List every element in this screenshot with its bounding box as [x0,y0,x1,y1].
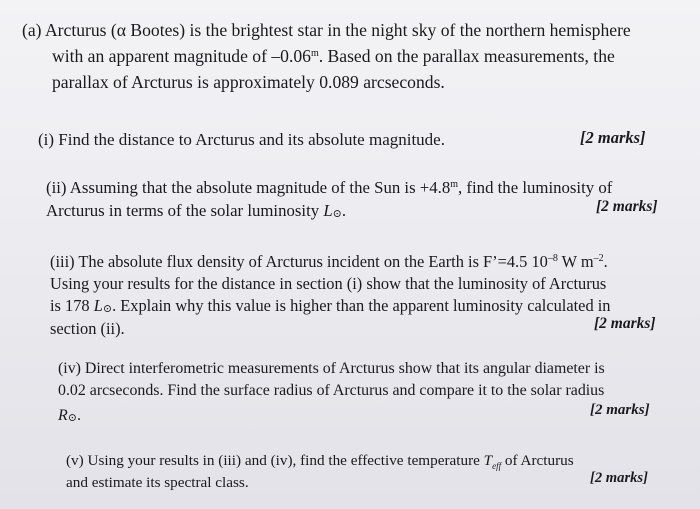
question-iii-line-1b: W m [557,252,594,271]
question-iii-marks: [2 marks] [594,315,656,332]
sun-symbol-icon-3: ⊙ [67,412,77,424]
sun-magnitude-superscript: m [450,179,459,190]
question-iii-line-3b: . Explain why this value is higher than the apparent luminosity calculated in [112,296,611,315]
intro-line-2 [52,46,615,66]
question-iii-line-4: section (ii). [50,319,125,338]
intro-line-3: parallax of Arcturus is approximately 0.089 arcseconds. [52,72,445,92]
question-ii-marks: [2 marks] [596,198,658,215]
question-ii-line-2b: . [341,201,347,220]
question-ii-line-1 [46,178,612,198]
intro-line-2a: with an apparent magnitude of –0.06 [52,46,311,66]
question-ii-line-1b: , find the luminosity of [458,178,613,197]
question-iii-line-2: Using your results for the distance in section (i) show that the luminosity of Arcturus [50,274,607,293]
flux-exponent-superscript: –8 [547,253,558,264]
question-iv-line-3b: . [76,407,81,424]
question-ii-line-1a: (ii) Assuming that the absolute magnitude of the Sun is +4.8 [46,178,451,197]
question-v-line-1a: (v) Using your results in (iii) and (iv), find the effective temperature [66,452,484,469]
magnitude-superscript: m [310,48,319,59]
question-i-text: (i) Find the distance to Arcturus and its absolute magnitude. [38,130,445,149]
question-iv-line-1: (iv) Direct interferometric measurements of Arcturus show that its angular diameter is [58,360,605,377]
question-iv-line-3 [58,406,81,428]
question-iii-line-1c: . [603,252,608,271]
question-iii-line-1 [50,252,608,272]
solar-radius-symbol: R [58,407,68,424]
question-v-line-2: and estimate its spectral class. [66,474,249,491]
question-ii-line-2a: Arcturus in terms of the solar luminosity [46,201,324,220]
question-i-marks: [2 marks] [580,128,646,147]
solar-luminosity-symbol-2: L [93,296,103,315]
solar-luminosity-symbol: L [323,201,333,220]
question-v-line-1b: of Arcturus [501,452,574,469]
sun-symbol-icon-2: ⊙ [102,303,113,315]
temperature-subscript: eff [492,461,502,472]
question-iv-line-2: 0.02 arcseconds. Find the surface radius of Arcturus and compare it to the solar radius [58,382,605,399]
intro-line-1: (a) Arcturus (α Bootes) is the brightest star in the night sky of the northern hemisphere [22,20,631,40]
sun-symbol-icon: ⊙ [332,208,342,220]
question-iii-line-3 [50,296,611,319]
question-ii-line-2 [46,201,346,224]
intro-line-2b: . Based on the parallax measurements, the [318,46,615,66]
unit-exponent-superscript: –2 [593,253,604,264]
question-iii-line-1a: (iii) The absolute flux density of Arcturus incident on the Earth is F’=4.5 10 [50,252,548,271]
question-iii-line-3a: is 178 [50,296,94,315]
temperature-symbol: T [483,452,493,469]
question-v-marks: [2 marks] [590,470,648,486]
question-iv-marks: [2 marks] [590,402,650,418]
